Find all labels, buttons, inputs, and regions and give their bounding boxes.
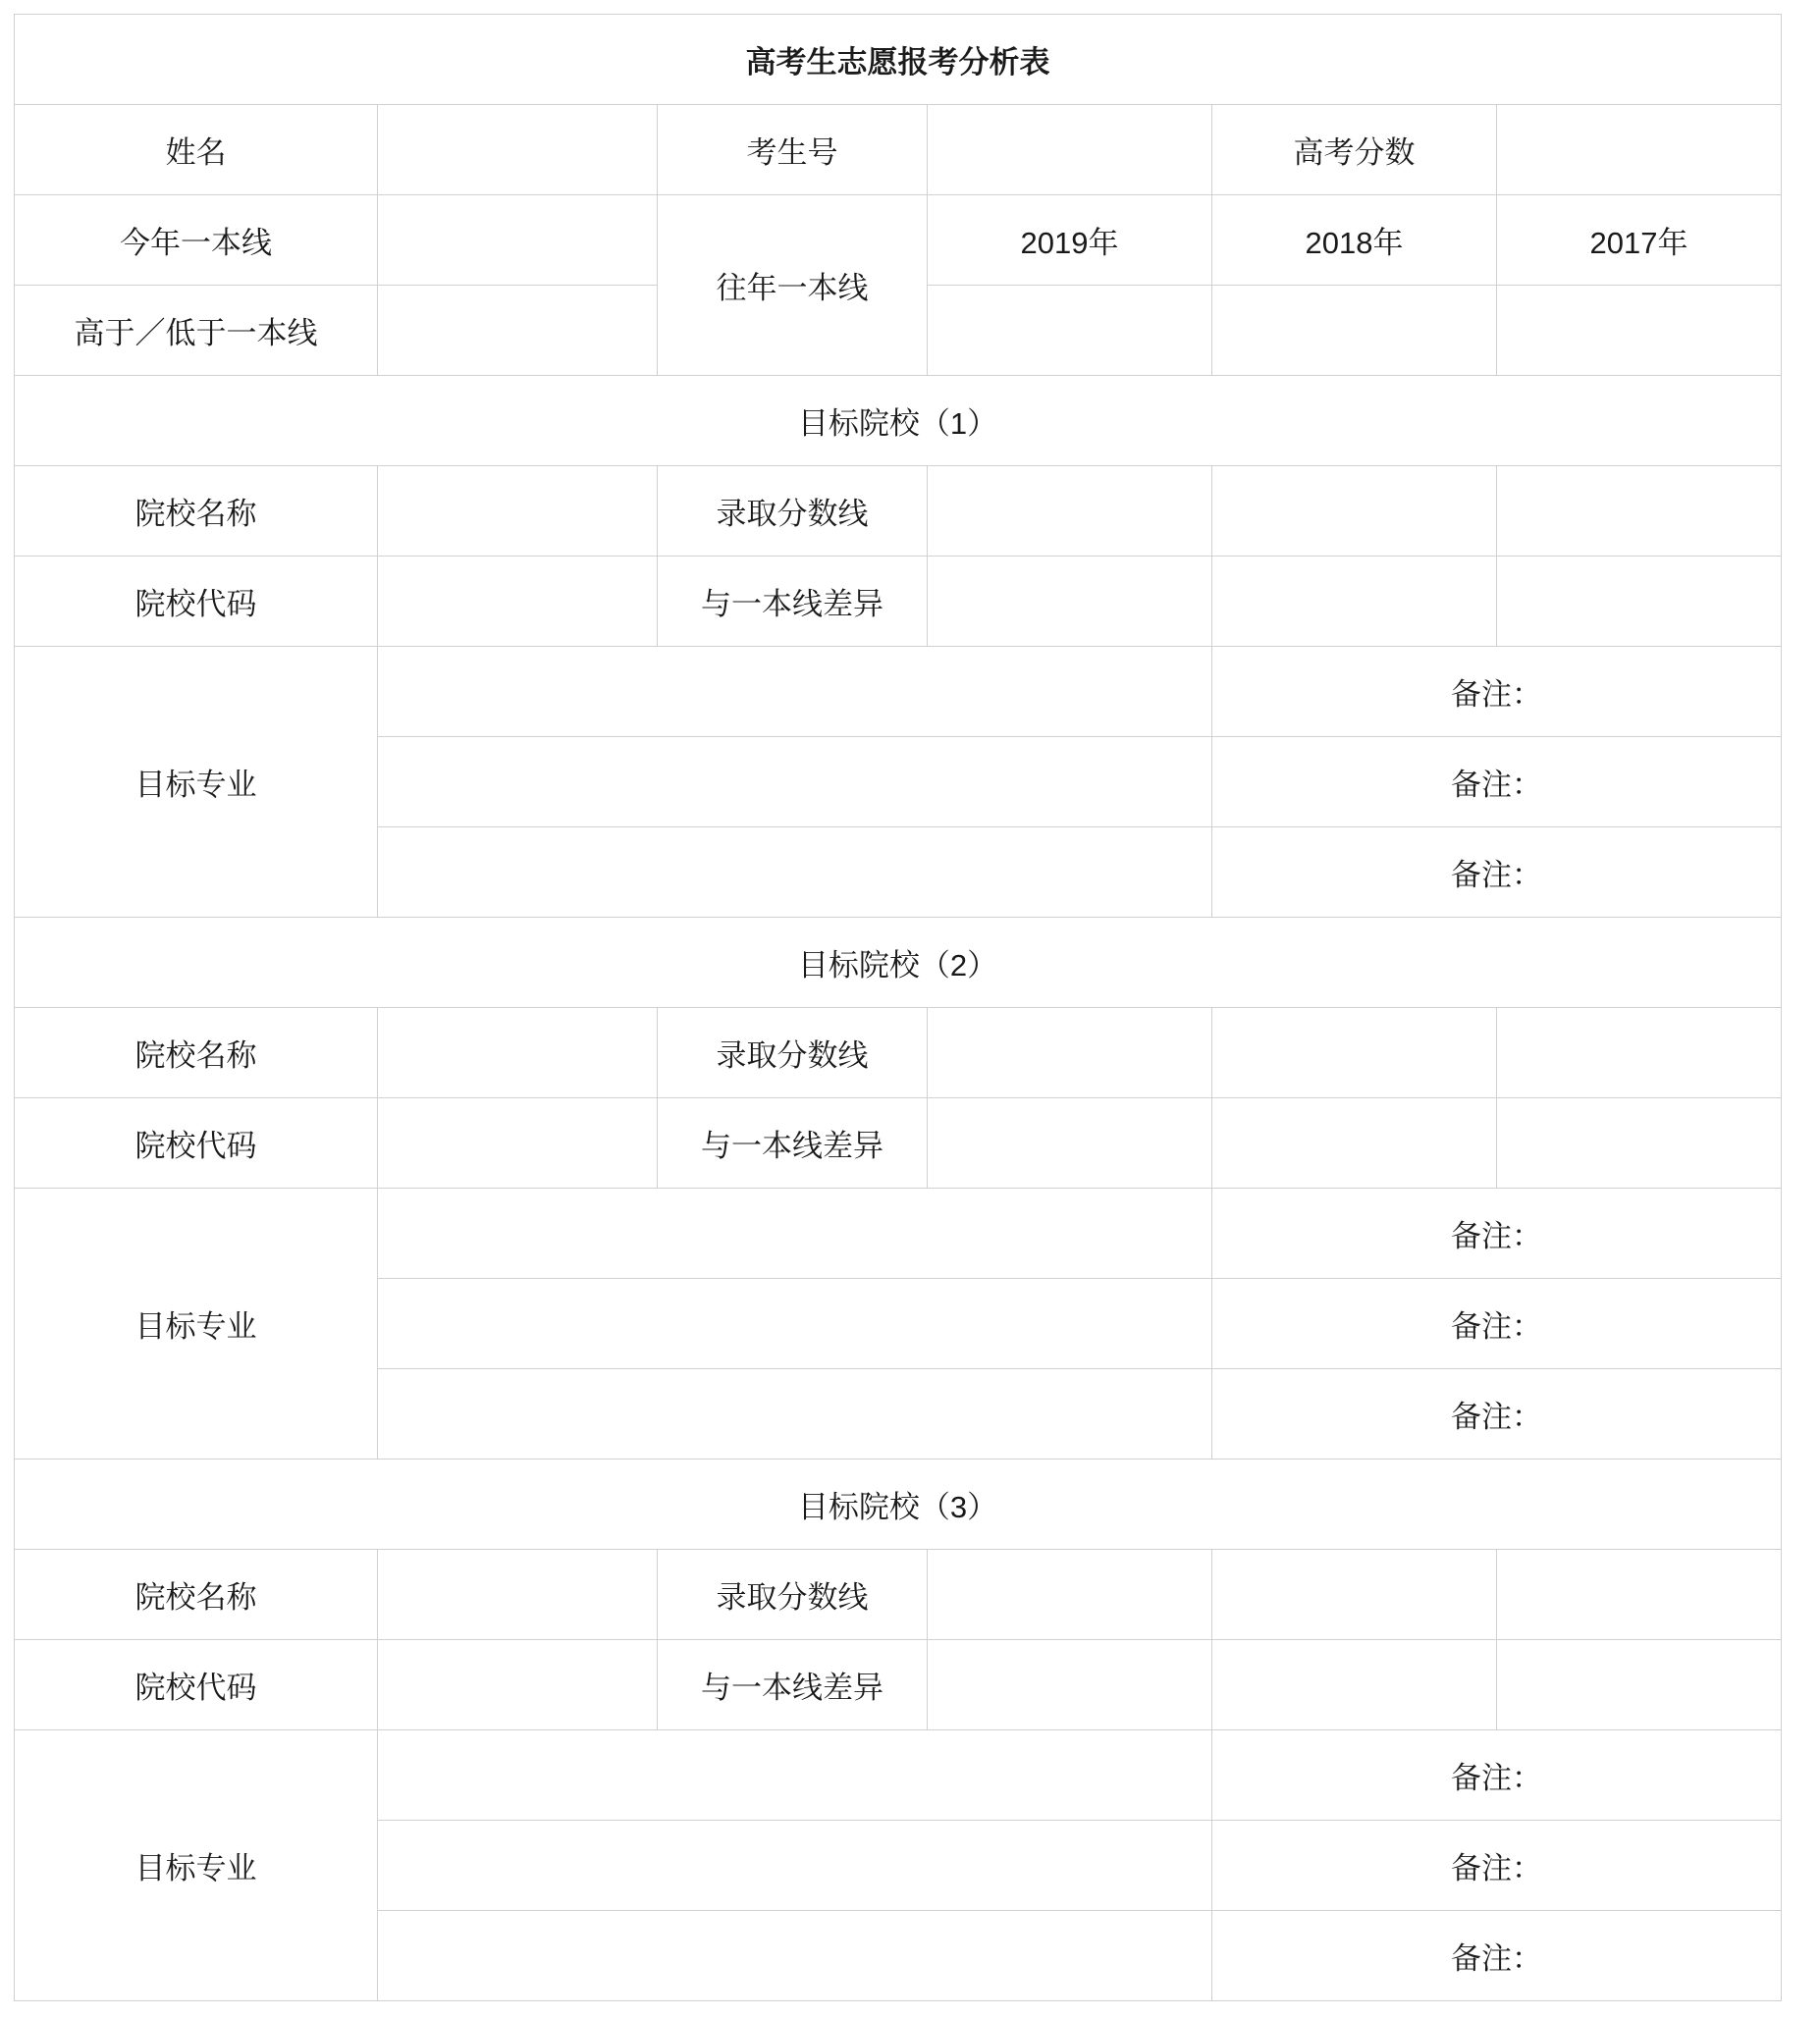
field-line-difference-2a[interactable] bbox=[928, 1098, 1212, 1189]
field-admission-line-1a[interactable] bbox=[928, 466, 1212, 557]
field-admission-line-1b[interactable] bbox=[1212, 466, 1497, 557]
table-row bbox=[15, 1098, 1782, 1189]
label-target-major-2: 目标专业 bbox=[15, 1189, 378, 1460]
table-row bbox=[15, 647, 1782, 737]
label-this-year-line: 今年一本线 bbox=[15, 195, 378, 286]
field-admission-line-3c[interactable] bbox=[1497, 1550, 1782, 1640]
label-past-years-line: 往年一本线 bbox=[658, 195, 928, 376]
label-admission-line-3: 录取分数线 bbox=[658, 1550, 928, 1640]
field-major-2-3[interactable] bbox=[378, 1369, 1212, 1460]
table-row bbox=[15, 195, 1782, 286]
note-3-1[interactable]: 备注： bbox=[1212, 1730, 1782, 1821]
label-score: 高考分数 bbox=[1212, 105, 1497, 195]
field-admission-line-3a[interactable] bbox=[928, 1550, 1212, 1640]
label-school-name-3: 院校名称 bbox=[15, 1550, 378, 1640]
field-major-2-1[interactable] bbox=[378, 1189, 1212, 1279]
field-admission-line-2b[interactable] bbox=[1212, 1008, 1497, 1098]
note-1-3[interactable]: 备注： bbox=[1212, 827, 1782, 918]
note-1-2[interactable]: 备注： bbox=[1212, 737, 1782, 827]
label-school-code-3: 院校代码 bbox=[15, 1640, 378, 1730]
label-school-code-1: 院校代码 bbox=[15, 557, 378, 647]
table-row bbox=[15, 1640, 1782, 1730]
document-sheet bbox=[0, 14, 1820, 2001]
table-row bbox=[15, 1550, 1782, 1640]
table-row bbox=[15, 15, 1782, 105]
field-school-name-2[interactable] bbox=[378, 1008, 658, 1098]
field-exam-id-value[interactable] bbox=[928, 105, 1212, 195]
note-1-1[interactable]: 备注： bbox=[1212, 647, 1782, 737]
table-row bbox=[15, 1460, 1782, 1550]
field-admission-line-2c[interactable] bbox=[1497, 1008, 1782, 1098]
label-line-difference-3: 与一本线差异 bbox=[658, 1640, 928, 1730]
label-year-2018: 2018年 bbox=[1212, 195, 1497, 286]
label-line-difference-1: 与一本线差异 bbox=[658, 557, 928, 647]
field-year-2018-value[interactable] bbox=[1212, 286, 1497, 376]
table-row bbox=[15, 557, 1782, 647]
label-line-difference-2: 与一本线差异 bbox=[658, 1098, 928, 1189]
field-major-3-3[interactable] bbox=[378, 1911, 1212, 2001]
label-target-major-3: 目标专业 bbox=[15, 1730, 378, 2001]
note-2-1[interactable]: 备注： bbox=[1212, 1189, 1782, 1279]
field-line-difference-2b[interactable] bbox=[1212, 1098, 1497, 1189]
label-school-name-2: 院校名称 bbox=[15, 1008, 378, 1098]
field-line-difference-2c[interactable] bbox=[1497, 1098, 1782, 1189]
field-school-code-1[interactable] bbox=[378, 557, 658, 647]
field-major-3-1[interactable] bbox=[378, 1730, 1212, 1821]
analysis-table bbox=[14, 14, 1782, 2001]
note-3-2[interactable]: 备注： bbox=[1212, 1821, 1782, 1911]
table-row bbox=[15, 105, 1782, 195]
field-line-difference-3c[interactable] bbox=[1497, 1640, 1782, 1730]
field-admission-line-3b[interactable] bbox=[1212, 1550, 1497, 1640]
label-school-name-1: 院校名称 bbox=[15, 466, 378, 557]
field-name-value[interactable] bbox=[378, 105, 658, 195]
table-row bbox=[15, 1008, 1782, 1098]
field-school-name-3[interactable] bbox=[378, 1550, 658, 1640]
field-this-year-line-value[interactable] bbox=[378, 195, 658, 286]
table-row bbox=[15, 376, 1782, 466]
note-2-2[interactable]: 备注： bbox=[1212, 1279, 1782, 1369]
field-major-2-2[interactable] bbox=[378, 1279, 1212, 1369]
label-year-2017: 2017年 bbox=[1497, 195, 1782, 286]
label-diff: 高于／低于一本线 bbox=[15, 286, 378, 376]
label-admission-line-1: 录取分数线 bbox=[658, 466, 928, 557]
label-name: 姓名 bbox=[15, 105, 378, 195]
field-score-value[interactable] bbox=[1497, 105, 1782, 195]
field-line-difference-1c[interactable] bbox=[1497, 557, 1782, 647]
field-year-2019-value[interactable] bbox=[928, 286, 1212, 376]
label-school-code-2: 院校代码 bbox=[15, 1098, 378, 1189]
table-row bbox=[15, 1189, 1782, 1279]
field-line-difference-3b[interactable] bbox=[1212, 1640, 1497, 1730]
label-admission-line-2: 录取分数线 bbox=[658, 1008, 928, 1098]
field-line-difference-1b[interactable] bbox=[1212, 557, 1497, 647]
field-line-difference-3a[interactable] bbox=[928, 1640, 1212, 1730]
field-year-2017-value[interactable] bbox=[1497, 286, 1782, 376]
field-line-difference-1a[interactable] bbox=[928, 557, 1212, 647]
field-major-3-2[interactable] bbox=[378, 1821, 1212, 1911]
section-heading-1: 目标院校（1） bbox=[15, 376, 1782, 466]
field-school-code-3[interactable] bbox=[378, 1640, 658, 1730]
table-row bbox=[15, 466, 1782, 557]
field-admission-line-2a[interactable] bbox=[928, 1008, 1212, 1098]
field-major-1-2[interactable] bbox=[378, 737, 1212, 827]
label-exam-id: 考生号 bbox=[658, 105, 928, 195]
page-title: 高考生志愿报考分析表 bbox=[15, 15, 1782, 105]
field-school-name-1[interactable] bbox=[378, 466, 658, 557]
field-admission-line-1c[interactable] bbox=[1497, 466, 1782, 557]
label-target-major-1: 目标专业 bbox=[15, 647, 378, 918]
field-major-1-1[interactable] bbox=[378, 647, 1212, 737]
field-major-1-3[interactable] bbox=[378, 827, 1212, 918]
note-3-3[interactable]: 备注： bbox=[1212, 1911, 1782, 2001]
note-2-3[interactable]: 备注： bbox=[1212, 1369, 1782, 1460]
field-diff-value[interactable] bbox=[378, 286, 658, 376]
table-row bbox=[15, 918, 1782, 1008]
section-heading-3: 目标院校（3） bbox=[15, 1460, 1782, 1550]
section-heading-2: 目标院校（2） bbox=[15, 918, 1782, 1008]
table-row bbox=[15, 1730, 1782, 1821]
label-year-2019: 2019年 bbox=[928, 195, 1212, 286]
field-school-code-2[interactable] bbox=[378, 1098, 658, 1189]
